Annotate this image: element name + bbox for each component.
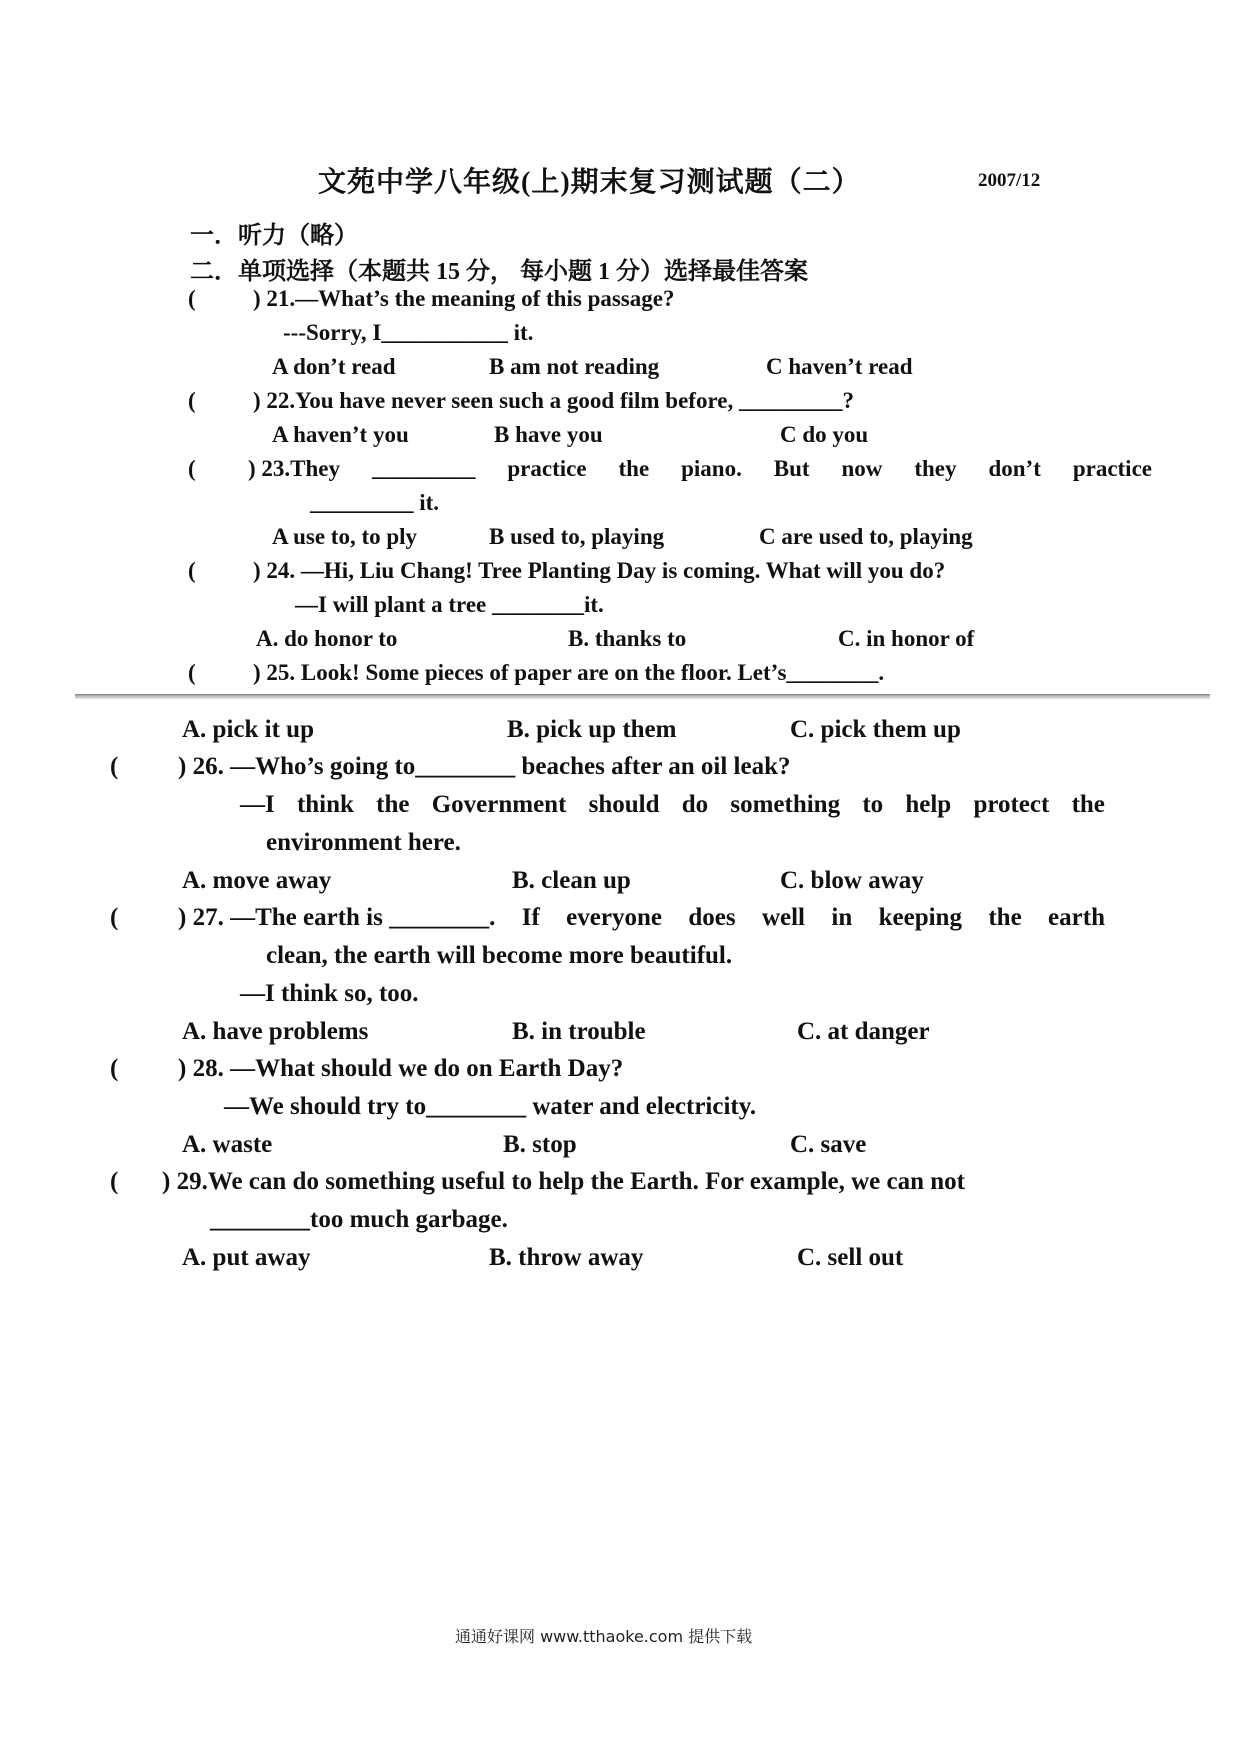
question-27-line1 bbox=[178, 904, 1105, 932]
question-28-stem: ) 28. —What should we do on Earth Day? bbox=[178, 1055, 624, 1082]
option-c: C. at danger bbox=[797, 1018, 930, 1045]
question-26-line3: environment here. bbox=[266, 829, 461, 856]
option-a: A. do honor to bbox=[256, 626, 398, 651]
word: to bbox=[862, 791, 884, 818]
question-24-line2: —I will plant a tree ________it. bbox=[295, 592, 604, 617]
word: —I bbox=[240, 791, 275, 818]
option-c: C. pick them up bbox=[790, 716, 961, 743]
word: earth bbox=[1048, 904, 1105, 931]
option-b: B. throw away bbox=[489, 1244, 644, 1271]
question-21-line2: ---Sorry, I___________ it. bbox=[283, 320, 534, 345]
option-a: A. have problems bbox=[182, 1018, 369, 1045]
word: But bbox=[773, 456, 810, 481]
question-27-line3: —I think so, too. bbox=[240, 980, 419, 1007]
option-a: A. waste bbox=[182, 1131, 273, 1158]
word: ) 23.They bbox=[248, 456, 340, 481]
option-c: C. save bbox=[790, 1131, 867, 1158]
word: well bbox=[761, 904, 805, 931]
word: don’t bbox=[988, 456, 1041, 481]
word: the bbox=[1071, 791, 1105, 818]
answer-paren: ( bbox=[110, 1055, 119, 1082]
option-c: C do you bbox=[780, 422, 869, 447]
footer-watermark: 通通好课网 www.tthaoke.com 提供下载 bbox=[455, 1627, 753, 1646]
word: everyone bbox=[566, 904, 662, 931]
option-c: C. in honor of bbox=[838, 626, 975, 651]
question-22-stem: ) 22.You have never seen such a good film before, _________? bbox=[253, 388, 854, 413]
option-a: A don’t read bbox=[272, 354, 396, 379]
word: now bbox=[841, 456, 883, 481]
word: piano. bbox=[681, 456, 742, 481]
question-27-line2: clean, the earth will become more beautiful. bbox=[266, 942, 733, 969]
blank: _________ bbox=[371, 456, 476, 481]
option-a: A use to, to ply bbox=[272, 524, 418, 549]
exam-date: 2007/12 bbox=[978, 170, 1041, 191]
word: do bbox=[681, 791, 709, 818]
answer-paren: ( bbox=[188, 558, 196, 583]
question-29-line2: ________too much garbage. bbox=[210, 1206, 508, 1233]
option-b: B. stop bbox=[503, 1131, 577, 1158]
option-c: C. sell out bbox=[797, 1244, 904, 1271]
word: the bbox=[988, 904, 1022, 931]
word: If bbox=[521, 904, 540, 931]
option-b: B. pick up them bbox=[507, 716, 677, 743]
word: something bbox=[730, 791, 841, 818]
option-a: A. put away bbox=[182, 1244, 311, 1271]
word: they bbox=[914, 456, 957, 481]
question-26-line2 bbox=[240, 791, 1105, 819]
option-c: C haven’t read bbox=[766, 354, 913, 379]
option-b: B. clean up bbox=[512, 867, 631, 894]
option-b: B have you bbox=[494, 422, 603, 447]
option-c: C. blow away bbox=[780, 867, 924, 894]
word: Government bbox=[431, 791, 567, 818]
option-a: A haven’t you bbox=[272, 422, 409, 447]
word: ) 27. —The earth is ________. bbox=[178, 904, 496, 931]
option-a: A. move away bbox=[182, 867, 332, 894]
word: protect bbox=[973, 791, 1050, 818]
option-b: B. thanks to bbox=[568, 626, 687, 651]
page-break-divider bbox=[75, 694, 1210, 699]
word: the bbox=[618, 456, 650, 481]
answer-paren: ( bbox=[110, 904, 119, 931]
question-23-line1 bbox=[248, 456, 1152, 482]
word: practice bbox=[507, 456, 587, 481]
option-c: C are used to, playing bbox=[759, 524, 973, 549]
answer-paren: ( bbox=[188, 456, 196, 481]
answer-paren: ( bbox=[110, 1168, 119, 1195]
word: in bbox=[831, 904, 853, 931]
question-26-stem: ) 26. —Who’s going to________ beaches after an oil leak? bbox=[178, 753, 791, 780]
section-listening: 一．听力（略） bbox=[190, 223, 358, 249]
word: think bbox=[296, 791, 354, 818]
word: help bbox=[905, 791, 952, 818]
word: does bbox=[688, 904, 736, 931]
answer-paren: ( bbox=[188, 286, 196, 311]
option-b: B am not reading bbox=[489, 354, 660, 379]
word: practice bbox=[1072, 456, 1152, 481]
option-a: A. pick it up bbox=[182, 716, 314, 743]
section-single-choice: 二．单项选择（本题共 15 分， 每小题 1 分）选择最佳答案 bbox=[190, 259, 808, 285]
option-b: B used to, playing bbox=[489, 524, 665, 549]
question-24-stem: ) 24. —Hi, Liu Chang! Tree Planting Day is coming. What will you do? bbox=[253, 558, 946, 583]
word: should bbox=[588, 791, 660, 818]
word: the bbox=[376, 791, 410, 818]
option-b: B. in trouble bbox=[512, 1018, 646, 1045]
answer-paren: ( bbox=[188, 660, 196, 685]
question-23-line2: _________ it. bbox=[310, 490, 440, 515]
question-21-stem: ) 21.—What’s the meaning of this passage? bbox=[253, 286, 675, 311]
question-29-stem: ) 29.We can do something useful to help the Earth. For example, we can not bbox=[162, 1168, 965, 1195]
answer-paren: ( bbox=[188, 388, 196, 413]
question-25-stem: ) 25. Look! Some pieces of paper are on the floor. Let’s________. bbox=[253, 660, 885, 685]
page-title: 文苑中学八年级(上)期末复习测试题（二） bbox=[318, 167, 861, 198]
word: keeping bbox=[878, 904, 962, 931]
answer-paren: ( bbox=[110, 753, 119, 780]
question-28-line2: —We should try to________ water and electricity. bbox=[224, 1093, 757, 1120]
